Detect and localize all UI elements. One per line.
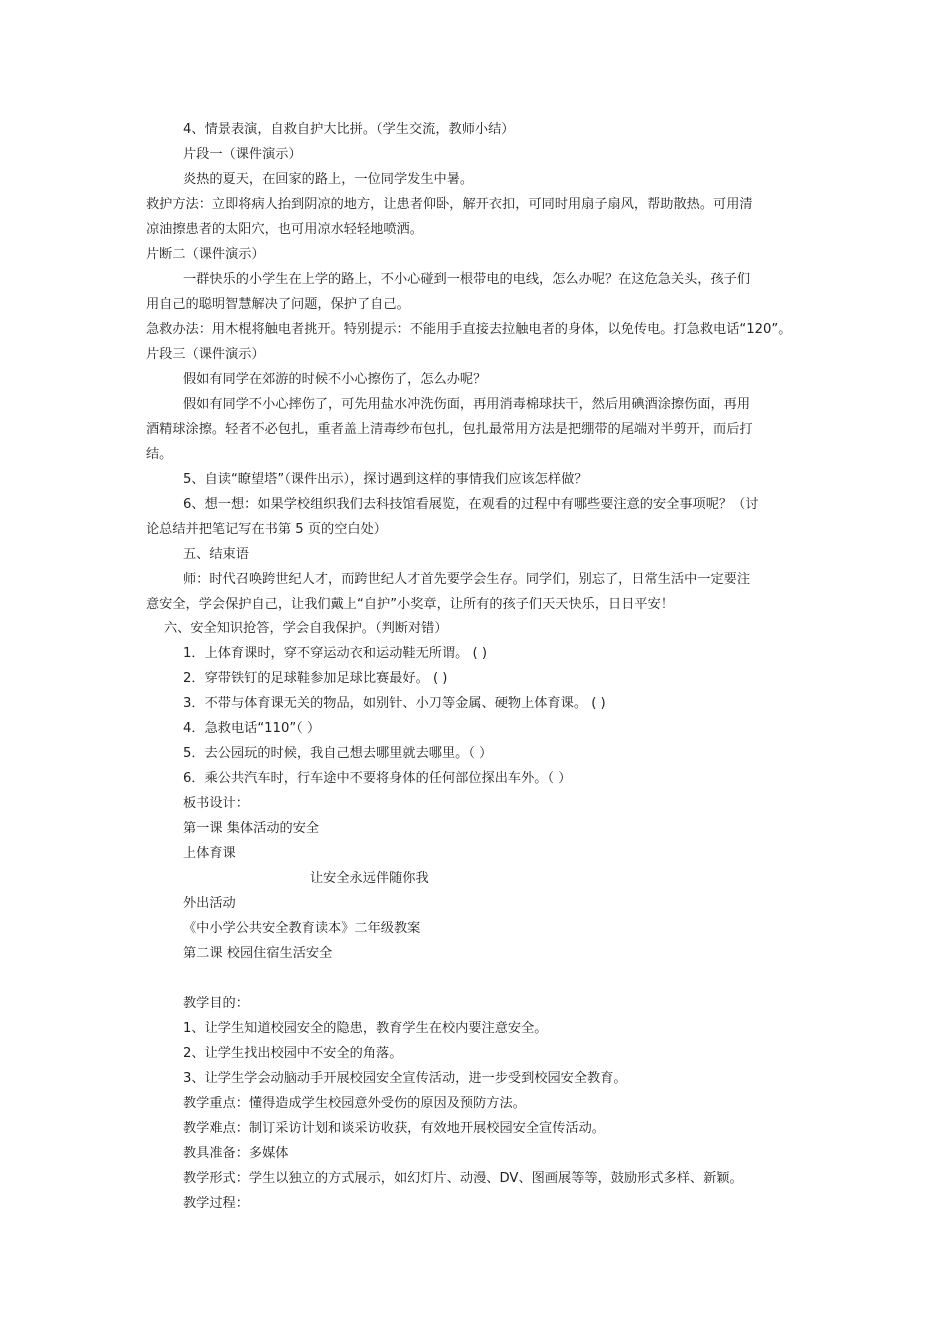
text-line: 片段一（课件演示）	[183, 147, 302, 162]
text-line: 教具准备：多媒体	[183, 1146, 289, 1161]
text-line: 凉油擦患者的太阳穴，也可用凉水轻轻地喷洒。	[146, 222, 423, 237]
text-line: 急救办法：用木棍将触电者挑开。特别提示：不能用手直接去拉触电者的身体，以免传电。打急救电话“120”。	[146, 322, 792, 337]
text-line: 酒精球涂擦。轻者不必包扎，重者盖上清毒纱布包扎，包扎最常用方法是把绷带的尾端对半剪开，而后打	[146, 422, 753, 437]
text-line: 五、结束语	[183, 547, 249, 562]
text-line: 外出活动	[183, 896, 236, 911]
text-line: 教学难点：制订采访计划和谈采访收获，有效地开展校园安全宣传活动。	[183, 1121, 605, 1136]
text-line: 6、想一想：如果学校组织我们去科技馆看展览，在观看的过程中有哪些要注意的安全事项呢？（讨	[183, 497, 759, 512]
text-line: 1、让学生知道校园安全的隐患，教育学生在校内要注意安全。	[183, 1021, 548, 1036]
quiz-item: 5．去公园玩的时候，我自己想去哪里就去哪里。（ ）	[183, 746, 493, 761]
text-line: 第一课 集体活动的安全	[183, 821, 320, 836]
text-line: 教学重点：懂得造成学生校园意外受伤的原因及预防方法。	[183, 1096, 526, 1111]
text-line: 3、让学生学会动脑动手开展校园安全宣传活动，进一步受到校园安全教育。	[183, 1071, 627, 1086]
quiz-item: 3．不带与体育课无关的物品，如别针、小刀等金属、硬物上体育课。 ( )	[183, 696, 606, 711]
text-line: 六、安全知识抢答，学会自我保护。（判断对错）	[164, 621, 448, 636]
quiz-item: 2．穿带铁钉的足球鞋参加足球比赛最好。 ( )	[183, 671, 448, 686]
text-line: 片断二（课件演示）	[146, 247, 265, 262]
text-line: 上体育课	[183, 846, 236, 861]
text-line: 论总结并把笔记写在书第 5 页的空白处）	[146, 522, 387, 537]
text-line: 结。	[146, 447, 173, 462]
text-line: 假如有同学不小心摔伤了，可先用盐水冲洗伤面，再用消毒棉球扶干，然后用碘酒涂擦伤面，再用	[183, 397, 751, 412]
text-line: 炎热的夏天，在回家的路上，一位同学发生中暑。	[183, 172, 474, 187]
text-line: 假如有同学在郊游的时候不小心擦伤了，怎么办呢？	[183, 372, 487, 387]
text-line: 教学过程：	[183, 1196, 249, 1211]
quiz-item: 6．乘公共汽车时，行车途中不要将身体的任何部位探出车外。（ ）	[183, 771, 572, 786]
text-line: 一群快乐的小学生在上学的路上，不小心碰到一根带电的电线，怎么办呢？在这危急关头，孩子们	[183, 272, 751, 287]
text-line: 让安全永远伴随你我	[310, 871, 429, 886]
text-line: 2、让学生找出校园中不安全的角落。	[183, 1046, 403, 1061]
text-line: 救护方法：立即将病人抬到阴凉的地方，让患者仰卧，解开衣扣，可同时用扇子扇风，帮助散热。可用清	[146, 197, 753, 212]
text-line: 用自己的聪明智慧解决了问题，保护了自己。	[146, 297, 410, 312]
text-line: 意安全，学会保护自己，让我们戴上“自护”小奖章，让所有的孩子们天天快乐，日日平安！	[146, 597, 674, 612]
text-line: 板书设计：	[183, 796, 249, 811]
text-line: 教学目的：	[183, 996, 249, 1011]
text-line: 5、自读“瞭望塔”（课件出示），探讨遇到这样的事情我们应该怎样做？	[183, 472, 588, 487]
text-line: 4、情景表演，自救自护大比拼。（学生交流，教师小结）	[183, 122, 515, 137]
text-line: 教学形式：学生以独立的方式展示，如幻灯片、动漫、DV、图画展等等，鼓励形式多样、新颖。	[183, 1171, 743, 1186]
quiz-item: 4．急救电话“110”（ ）	[183, 721, 321, 736]
lesson-title: 第二课 校园住宿生活安全	[183, 946, 333, 961]
quiz-item: 1．上体育课时，穿不穿运动衣和运动鞋无所谓。 ( )	[183, 646, 487, 661]
text-line: 《中小学公共安全教育读本》二年级教案	[183, 921, 421, 936]
text-line: 片段三（课件演示）	[146, 347, 265, 362]
text-line: 师：时代召唤跨世纪人才，而跨世纪人才首先要学会生存。同学们，别忘了，日常生活中一定要注	[183, 572, 751, 587]
